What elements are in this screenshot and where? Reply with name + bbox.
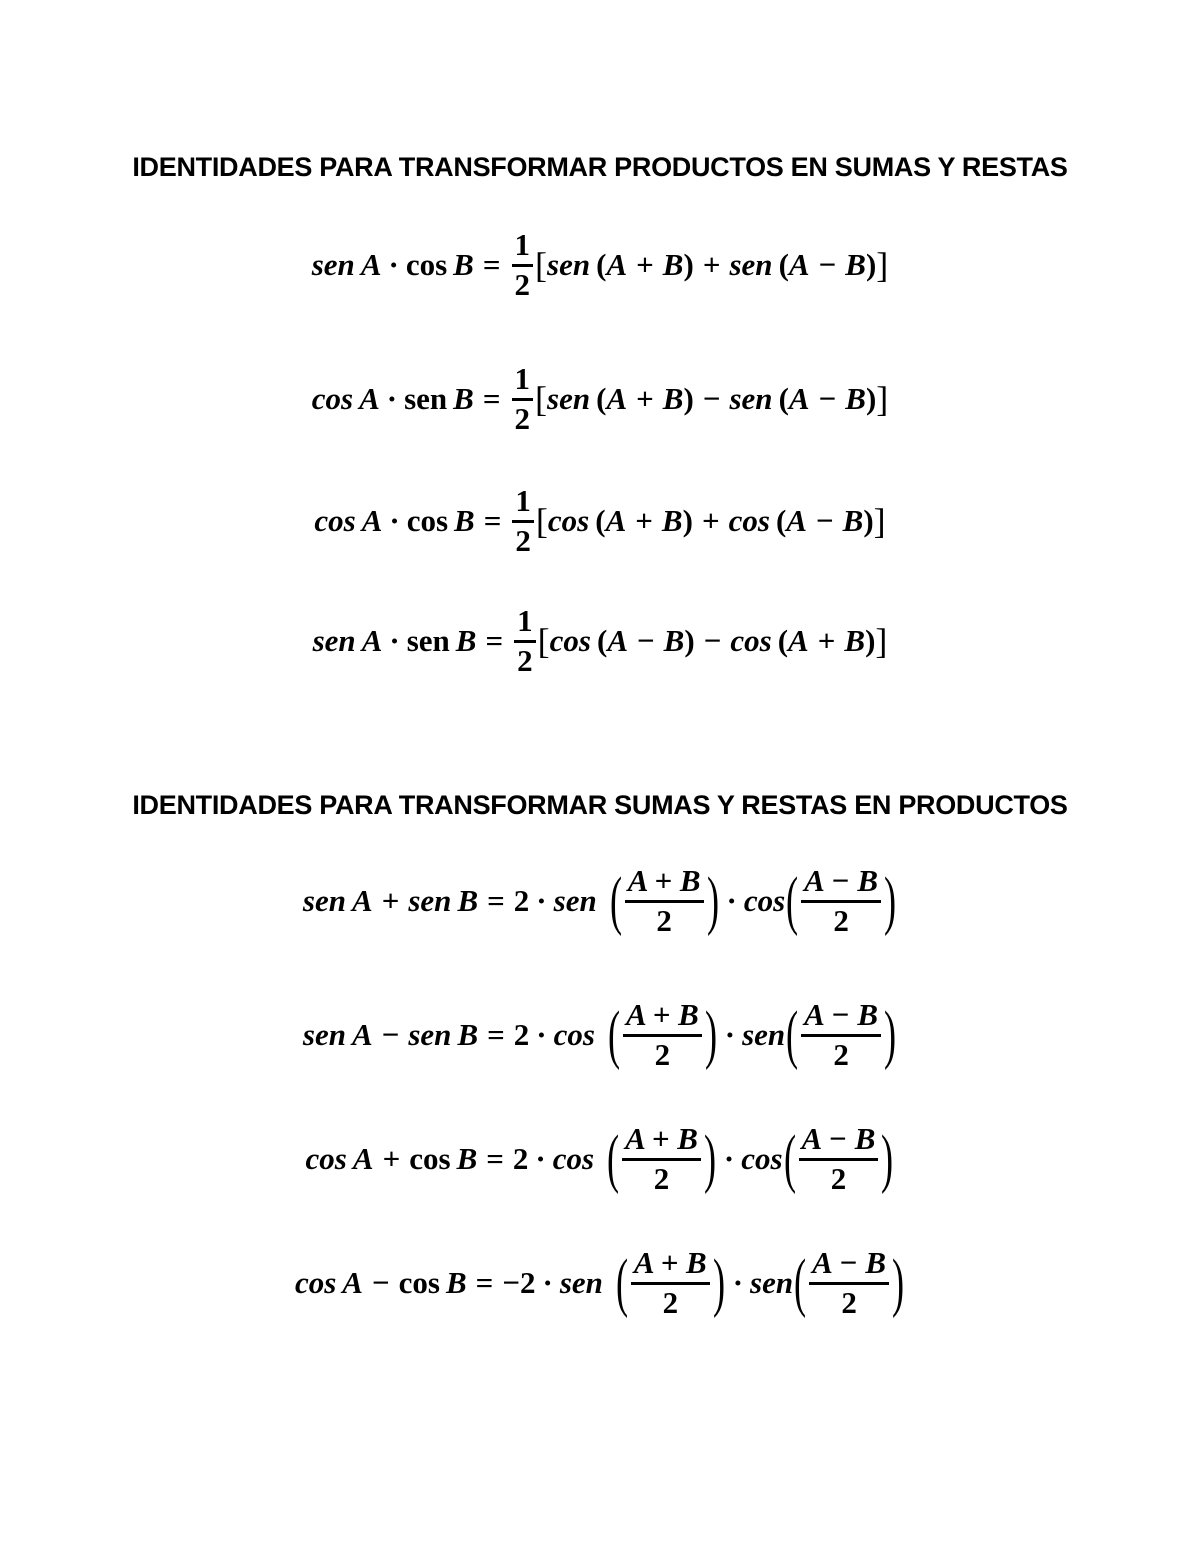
func-sen: sen [312,623,356,658]
plus-sign: + [702,247,721,282]
func-cos: cos [305,1141,347,1176]
func-cos: cos [741,1141,783,1176]
open-paren: ( [775,503,787,538]
func-sen: sen [729,381,773,416]
func-sen: sen [742,1017,786,1052]
equals-sign: = [482,247,501,282]
fraction-a-minus-b-over-2 [801,996,881,1072]
var-b: B [661,503,683,538]
fraction-a-minus-b-over-2 [799,1120,879,1196]
func-cos: cos [294,1265,337,1300]
var-a: A [360,247,382,282]
open-bracket: [ [535,379,548,419]
big-open-paren: ( [609,864,622,937]
identity-diff-sen [0,980,1200,1090]
var-a: A [352,1141,374,1176]
var-a: A [788,247,810,282]
func-cos: cos [728,503,770,538]
var-b: B [453,381,474,416]
numerator: A + B [633,1244,707,1280]
open-paren: ( [778,247,789,282]
func-cos: cos [553,1017,595,1052]
big-close-paren: ) [712,1246,725,1319]
close-paren: ) [865,623,876,658]
minus-sign: − [637,623,655,658]
numerator: A − B [801,1120,876,1156]
denominator: 2 [841,1284,857,1320]
equals-sign: = [475,1265,494,1300]
plus-sign: + [381,883,400,918]
func-cos: cos [314,503,356,538]
fraction-one-half [514,602,536,678]
close-paren: ) [863,503,874,538]
fraction-a-minus-b-over-2 [801,862,881,938]
var-a: A [788,381,810,416]
func-cos: cos [547,503,590,538]
func-cos: cos [552,1141,595,1176]
fraction-one-half [512,482,534,558]
big-close-paren: ) [706,864,719,937]
var-b: B [663,623,685,658]
var-a: A [788,623,809,658]
equals-sign: = [485,623,504,658]
open-paren: ( [777,623,789,658]
func-sen: sen [408,1017,452,1052]
identity-sen-cos [0,210,1200,320]
var-b: B [453,247,474,282]
minus-sign: − [371,1265,390,1300]
denominator: 2 [514,400,531,436]
var-b: B [457,1017,479,1052]
denominator: 2 [514,266,531,302]
func-sen: sen [750,1265,794,1300]
func-cos: cos [743,883,786,918]
denominator: 2 [830,1160,847,1196]
func-cos: cos [406,503,449,538]
big-close-paren: ) [881,1122,894,1195]
var-b: B [845,247,866,282]
var-b: B [662,381,684,416]
func-sen: sen [547,247,591,282]
plus-sign: + [382,1141,401,1176]
numerator: A + B [625,1120,698,1156]
big-open-paren: ( [615,1246,628,1319]
numerator: 1 [517,602,533,638]
denominator: 2 [654,1036,671,1072]
func-sen: sen [302,1017,346,1052]
plus-sign: + [636,247,654,282]
var-b: B [842,503,864,538]
big-close-paren: ) [704,998,717,1071]
close-paren: ) [683,381,694,416]
func-cos: cos [549,623,591,658]
denominator: 2 [653,1160,670,1196]
func-sen: sen [729,247,773,282]
dot-operator: · [536,1017,547,1052]
func-sen: sen [311,247,355,282]
dot-operator: · [388,247,399,282]
coefficient: 2 [512,1141,529,1176]
dot-operator: · [389,503,400,538]
dot-operator: · [723,1141,735,1176]
big-open-paren: ( [786,864,799,937]
denominator: 2 [833,1036,849,1072]
var-b: B [456,1141,478,1176]
denominator: 2 [833,902,849,938]
close-paren: ) [865,381,877,416]
fraction-a-plus-b-over-2 [623,996,702,1072]
open-bracket: [ [535,245,548,285]
fraction-one-half [512,226,534,302]
close-paren: ) [684,623,695,658]
fraction-a-plus-b-over-2 [622,1120,701,1196]
heading-products-to-sums: IDENTIDADES PARA TRANSFORMAR PRODUCTOS EN SUMAS Y RESTAS [132,152,1068,182]
var-a: A [361,623,383,658]
open-paren: ( [596,247,607,282]
big-close-paren: ) [884,998,897,1071]
var-b: B [455,623,477,658]
var-a: A [359,381,380,416]
dot-operator: · [536,883,547,918]
identity-cos-sen [0,344,1200,454]
numerator: A + B [625,996,699,1032]
open-paren: ( [595,503,606,538]
identity-sen-sen [0,586,1200,696]
var-a: A [606,247,628,282]
func-cos: cos [398,1265,440,1300]
close-paren: ) [865,247,877,282]
identity-sum-sen [0,846,1200,956]
var-a: A [352,1017,373,1052]
dot-operator: · [389,623,400,658]
identity-cos-cos [0,466,1200,576]
var-a: A [605,503,627,538]
numerator: 1 [515,482,531,518]
var-b: B [454,503,475,538]
var-b: B [844,623,866,658]
close-bracket: ] [875,621,888,661]
var-b: B [445,1265,467,1300]
numerator: A − B [804,862,879,898]
plus-sign: + [635,503,653,538]
big-close-paren: ) [884,864,897,937]
denominator: 2 [515,522,531,558]
numerator: A + B [627,862,701,898]
minus-sign: − [815,503,834,538]
func-sen: sen [404,381,448,416]
big-open-paren: ( [794,1246,807,1319]
minus-sign: − [702,381,721,416]
func-sen: sen [408,883,452,918]
minus-sign: − [818,381,837,416]
numerator: A − B [804,996,879,1032]
func-sen: sen [559,1265,603,1300]
var-a: A [361,503,383,538]
dot-operator: · [726,883,737,918]
close-paren: ) [682,503,693,538]
heading-sums-to-products: IDENTIDADES PARA TRANSFORMAR SUMAS Y RESTAS EN PRODUCTOS [132,790,1068,820]
fraction-a-plus-b-over-2 [625,862,704,938]
close-bracket: ] [873,501,886,541]
var-b: B [845,381,866,416]
func-sen: sen [547,381,591,416]
plus-sign: + [701,503,720,538]
dot-operator: · [386,381,398,416]
open-paren: ( [596,381,607,416]
minus-sign: − [818,247,837,282]
coefficient: 2 [513,883,530,918]
var-a: A [342,1265,363,1300]
func-cos: cos [311,381,354,416]
close-paren: ) [683,247,694,282]
equals-sign: = [483,503,502,538]
func-sen: sen [302,883,346,918]
big-close-paren: ) [891,1246,905,1319]
var-a: A [352,883,373,918]
equals-sign: = [487,1017,505,1052]
fraction-a-minus-b-over-2 [809,1244,889,1320]
var-b: B [457,883,479,918]
denominator: 2 [656,902,672,938]
equals-sign: = [482,381,501,416]
open-paren: ( [778,381,789,416]
var-a: A [786,503,807,538]
denominator: 2 [662,1284,679,1320]
var-b: B [662,247,684,282]
coefficient: −2 [502,1265,536,1300]
dot-operator: · [542,1265,553,1300]
minus-sign: − [703,623,722,658]
big-open-paren: ( [607,1122,620,1195]
dot-operator: · [724,1017,736,1052]
var-a: A [606,381,628,416]
minus-sign: − [381,1017,400,1052]
fraction-a-plus-b-over-2 [631,1244,710,1320]
denominator: 2 [517,642,533,678]
close-bracket: ] [876,379,889,419]
equals-sign: = [487,883,505,918]
open-paren: ( [596,623,608,658]
big-open-paren: ( [783,1122,796,1195]
func-cos: cos [730,623,772,658]
var-a: A [607,623,628,658]
dot-operator: · [732,1265,744,1300]
plus-sign: + [817,623,836,658]
open-bracket: [ [537,621,550,661]
fraction-one-half [512,360,534,436]
big-open-paren: ( [786,998,799,1071]
close-bracket: ] [876,245,889,285]
big-open-paren: ( [607,998,621,1071]
dot-operator: · [535,1141,546,1176]
coefficient: 2 [513,1017,530,1052]
func-cos: cos [405,247,448,282]
open-bracket: [ [535,501,548,541]
big-close-paren: ) [703,1122,716,1195]
func-sen: sen [553,883,597,918]
numerator: 1 [514,360,531,396]
numerator: 1 [514,226,531,262]
equals-sign: = [486,1141,504,1176]
identity-sum-cos [0,1104,1200,1214]
identity-diff-cos [0,1228,1200,1338]
func-sen: sen [406,623,450,658]
func-cos: cos [409,1141,451,1176]
plus-sign: + [636,381,654,416]
numerator: A − B [812,1244,887,1280]
